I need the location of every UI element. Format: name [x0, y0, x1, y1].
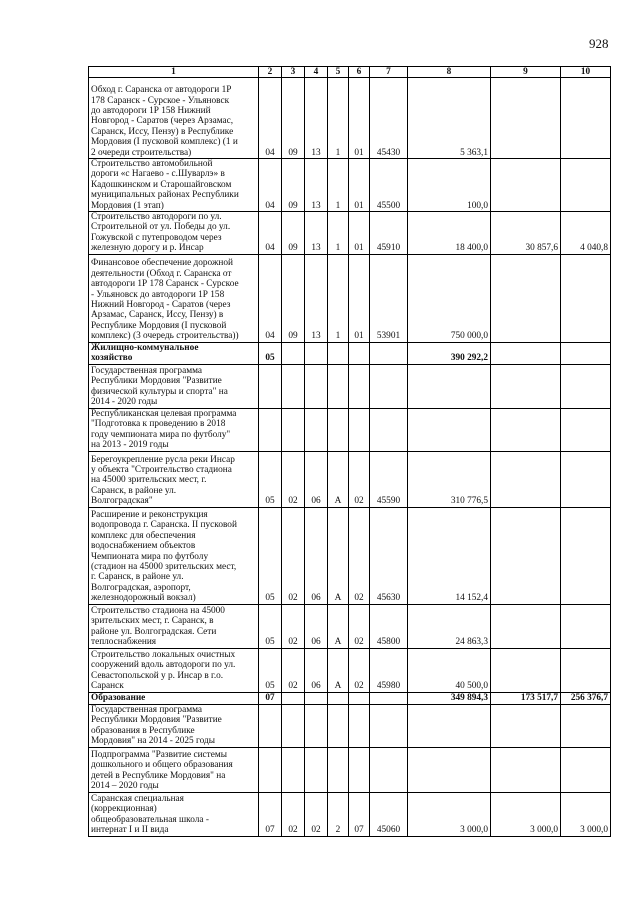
cell-col-2: 04 — [259, 159, 282, 212]
cell-col-7: 45590 — [370, 451, 408, 507]
row-name-cell — [89, 747, 259, 792]
cell-col-10: 3 000,0 — [561, 792, 611, 836]
cell-col-4 — [305, 692, 328, 704]
cell-col-9: 173 517,7 — [491, 692, 561, 704]
cell-col-6 — [349, 364, 370, 408]
cell-col-4: 13 — [305, 78, 328, 159]
cell-col-3 — [282, 342, 305, 364]
cell-col-6: 01 — [349, 254, 370, 342]
cell-col-9 — [491, 747, 561, 792]
row-name: Берегоукрепление русла реки Инсар у объекта "Строительство стадиона на 45000 зрительских мест, г. Саранск, в районе ул. Волгоградская" — [91, 454, 235, 507]
cell-col-8: 349 894,3 — [408, 692, 491, 704]
table-row — [89, 364, 611, 408]
table-row — [89, 78, 611, 159]
cell-col-10: 4 040,8 — [561, 212, 611, 255]
cell-col-9 — [491, 408, 561, 451]
cell-col-3: 09 — [282, 212, 305, 255]
cell-col-7 — [370, 408, 408, 451]
row-name: Строительство автодороги по ул. Строительной от ул. Победы до ул. Гожувской с путепроводом через железную дорогу и р. Инсар — [91, 212, 231, 254]
cell-col-6 — [349, 692, 370, 704]
cell-col-7 — [370, 747, 408, 792]
table-row — [89, 451, 611, 507]
column-header-5: 5 — [328, 67, 349, 78]
cell-col-6 — [349, 747, 370, 792]
cell-col-2: 05 — [259, 604, 282, 648]
cell-col-9 — [491, 704, 561, 747]
cell-col-2 — [259, 747, 282, 792]
cell-col-2: 07 — [259, 792, 282, 836]
cell-col-7: 45500 — [370, 159, 408, 212]
cell-col-10 — [561, 507, 611, 604]
cell-col-9 — [491, 254, 561, 342]
cell-col-2: 07 — [259, 692, 282, 704]
cell-col-8: 100,0 — [408, 159, 491, 212]
cell-col-5 — [328, 364, 349, 408]
cell-col-5: 1 — [328, 159, 349, 212]
cell-col-9 — [491, 451, 561, 507]
table-row — [89, 704, 611, 747]
cell-col-10 — [561, 451, 611, 507]
cell-col-4 — [305, 704, 328, 747]
cell-col-3 — [282, 704, 305, 747]
cell-col-9 — [491, 364, 561, 408]
cell-col-7: 45800 — [370, 604, 408, 648]
cell-col-5: 1 — [328, 254, 349, 342]
page-number: 928 — [589, 36, 609, 51]
cell-col-6: 02 — [349, 507, 370, 604]
cell-col-10 — [561, 364, 611, 408]
cell-col-6 — [349, 342, 370, 364]
cell-col-10 — [561, 648, 611, 692]
cell-col-2: 04 — [259, 254, 282, 342]
cell-col-8: 24 863,3 — [408, 604, 491, 648]
cell-col-8: 18 400,0 — [408, 212, 491, 255]
row-name: Государственная программа Республики Мордовия "Развитие образования в Республике Мордовия" на 2014 - 2025 годы — [91, 705, 222, 747]
column-header-3: 3 — [282, 67, 305, 78]
row-name: Жилищно-коммунальное хозяйство — [91, 342, 199, 364]
row-name-cell — [89, 159, 259, 212]
table-row — [89, 604, 611, 648]
cell-col-6: 07 — [349, 792, 370, 836]
cell-col-3: 02 — [282, 792, 305, 836]
cell-col-9 — [491, 342, 561, 364]
row-name: Расширение и реконструкция водопровода г. Саранска. II пусковой комплекс для обеспечения водоснабжением объектов Чемпионата мира по футболу (стадион на 45000 зрительских мест, г. Саранск, в районе ул. Волгоградская, аэропорт, железнодорожный вокзал) — [91, 510, 237, 604]
cell-col-4 — [305, 408, 328, 451]
cell-col-5: A — [328, 507, 349, 604]
row-name: Строительство стадиона на 45000 зрительских мест, г. Саранск, в районе ул. Волгоградская. Сети теплоснабжения — [91, 606, 225, 648]
cell-col-3: 09 — [282, 78, 305, 159]
cell-col-4: 06 — [305, 648, 328, 692]
cell-col-6: 02 — [349, 451, 370, 507]
cell-col-2: 05 — [259, 648, 282, 692]
row-name: Строительство автомобильной дороги «с Нагаево - с.Шуварлэ» в Кадошкинском и Старошайговском муниципальных районах Республики Мордовия (1 этап) — [91, 159, 239, 211]
cell-col-8: 3 000,0 — [408, 792, 491, 836]
row-name-cell — [89, 78, 259, 159]
column-header-4: 4 — [305, 67, 328, 78]
cell-col-9 — [491, 507, 561, 604]
row-name: Саранская специальная (коррекционная) общеобразовательная школа - интернат I и II вида — [91, 794, 209, 836]
row-name: Финансовое обеспечение дорожной деятельности (Обход г. Саранска от автодороги 1Р 178 Саранск - Сурское - Ульяновск до автодороги 1Р 158 Нижний Новгород - Саратов (через Арзамас, Саранск, Иссу, Пензу) в Республике Мордовия (I пусковой комплекс) (3 очередь строительства)) — [91, 258, 239, 342]
cell-col-10 — [561, 342, 611, 364]
cell-col-6: 02 — [349, 604, 370, 648]
cell-col-7 — [370, 704, 408, 747]
cell-col-8 — [408, 747, 491, 792]
row-name: Подпрограмма "Развитие системы дошкольного и общего образования детей в Республике Мордовия" на 2014 – 2020 годы — [91, 750, 233, 792]
table-row — [89, 747, 611, 792]
cell-col-9: 30 857,6 — [491, 212, 561, 255]
cell-col-7: 45060 — [370, 792, 408, 836]
cell-col-3: 02 — [282, 451, 305, 507]
cell-col-8 — [408, 408, 491, 451]
cell-col-4: 06 — [305, 507, 328, 604]
cell-col-2: 05 — [259, 342, 282, 364]
row-name-cell — [89, 692, 259, 704]
cell-col-4 — [305, 747, 328, 792]
column-header-9: 9 — [491, 67, 561, 78]
cell-col-9 — [491, 648, 561, 692]
cell-col-3: 09 — [282, 159, 305, 212]
row-name-cell — [89, 792, 259, 836]
row-name: Государственная программа Республики Мордовия "Развитие физической культуры и спорта" на 2014 - 2020 годы — [91, 366, 228, 408]
cell-col-5 — [328, 692, 349, 704]
cell-col-8 — [408, 704, 491, 747]
cell-col-6: 01 — [349, 212, 370, 255]
cell-col-5: A — [328, 604, 349, 648]
cell-col-3 — [282, 364, 305, 408]
cell-col-2: 05 — [259, 451, 282, 507]
table-row — [89, 159, 611, 212]
cell-col-10: 256 376,7 — [561, 692, 611, 704]
cell-col-9: 3 000,0 — [491, 792, 561, 836]
row-name-cell — [89, 648, 259, 692]
cell-col-3 — [282, 692, 305, 704]
row-name: Обход г. Саранска от автодороги 1Р 178 Саранск - Сурское - Ульяновск до автодороги 1Р 158 Нижний Новгород - Саратов (через Арзамас, Саранск, Иссу, Пензу) в Республике Мордовия (I пусковой комплекс) (1 и 2 очереди строительства) — [91, 85, 238, 158]
cell-col-7: 45630 — [370, 507, 408, 604]
column-header-1: 1 — [89, 67, 259, 78]
cell-col-5: 1 — [328, 78, 349, 159]
table-row — [89, 212, 611, 255]
header-row — [89, 67, 611, 78]
row-name-cell — [89, 604, 259, 648]
cell-col-6: 02 — [349, 648, 370, 692]
row-name-cell — [89, 704, 259, 747]
cell-col-4: 13 — [305, 159, 328, 212]
cell-col-3 — [282, 408, 305, 451]
cell-col-5 — [328, 747, 349, 792]
cell-col-4: 13 — [305, 254, 328, 342]
row-name-cell — [89, 212, 259, 255]
table-row — [89, 692, 611, 704]
cell-col-3: 09 — [282, 254, 305, 342]
cell-col-7 — [370, 342, 408, 364]
table-row — [89, 408, 611, 451]
cell-col-8 — [408, 364, 491, 408]
cell-col-7: 45910 — [370, 212, 408, 255]
table-row — [89, 342, 611, 364]
cell-col-6 — [349, 704, 370, 747]
cell-col-10 — [561, 78, 611, 159]
cell-col-4: 06 — [305, 604, 328, 648]
row-name-cell — [89, 342, 259, 364]
cell-col-5 — [328, 408, 349, 451]
table-row — [89, 648, 611, 692]
cell-col-5: 1 — [328, 212, 349, 255]
cell-col-7: 53901 — [370, 254, 408, 342]
column-header-7: 7 — [370, 67, 408, 78]
cell-col-9 — [491, 78, 561, 159]
cell-col-6: 01 — [349, 159, 370, 212]
cell-col-10 — [561, 254, 611, 342]
cell-col-5 — [328, 704, 349, 747]
cell-col-7: 45430 — [370, 78, 408, 159]
cell-col-2 — [259, 704, 282, 747]
cell-col-10 — [561, 747, 611, 792]
cell-col-5 — [328, 342, 349, 364]
cell-col-5: A — [328, 648, 349, 692]
cell-col-8: 310 776,5 — [408, 451, 491, 507]
cell-col-9 — [491, 604, 561, 648]
row-name: Образование — [91, 693, 146, 704]
table-row — [89, 507, 611, 604]
cell-col-2: 04 — [259, 78, 282, 159]
cell-col-4: 13 — [305, 212, 328, 255]
cell-col-10 — [561, 159, 611, 212]
cell-col-9 — [491, 159, 561, 212]
row-name-cell — [89, 364, 259, 408]
cell-col-4: 06 — [305, 451, 328, 507]
row-name-cell — [89, 254, 259, 342]
column-header-6: 6 — [349, 67, 370, 78]
cell-col-10 — [561, 408, 611, 451]
cell-col-3: 02 — [282, 507, 305, 604]
cell-col-8: 14 152,4 — [408, 507, 491, 604]
cell-col-8: 40 500,0 — [408, 648, 491, 692]
cell-col-8: 5 363,1 — [408, 78, 491, 159]
cell-col-10 — [561, 704, 611, 747]
cell-col-5: A — [328, 451, 349, 507]
row-name-cell — [89, 507, 259, 604]
cell-col-2: 04 — [259, 212, 282, 255]
budget-table — [88, 66, 611, 837]
cell-col-4 — [305, 364, 328, 408]
cell-col-10 — [561, 604, 611, 648]
cell-col-7 — [370, 364, 408, 408]
cell-col-3: 02 — [282, 648, 305, 692]
cell-col-2: 05 — [259, 507, 282, 604]
cell-col-4 — [305, 342, 328, 364]
cell-col-6: 01 — [349, 78, 370, 159]
cell-col-7: 45980 — [370, 648, 408, 692]
cell-col-2 — [259, 408, 282, 451]
cell-col-3: 02 — [282, 604, 305, 648]
cell-col-7 — [370, 692, 408, 704]
row-name: Республиканская целевая программа "Подготовка к проведению в 2018 году чемпионата мира по футболу" на 2013 - 2019 годы — [91, 409, 237, 451]
cell-col-2 — [259, 364, 282, 408]
column-header-2: 2 — [259, 67, 282, 78]
column-header-8: 8 — [408, 67, 491, 78]
row-name-cell — [89, 408, 259, 451]
table-row — [89, 792, 611, 836]
cell-col-6 — [349, 408, 370, 451]
cell-col-5: 2 — [328, 792, 349, 836]
row-name-cell — [89, 451, 259, 507]
table-row — [89, 254, 611, 342]
table-body — [89, 78, 611, 837]
cell-col-8: 750 000,0 — [408, 254, 491, 342]
cell-col-8: 390 292,2 — [408, 342, 491, 364]
column-header-10: 10 — [561, 67, 611, 78]
row-name: Строительство локальных очистных сооружений вдоль автодороги по ул. Севастопольской у р. Инсар в г.о. Саранск — [91, 650, 236, 692]
cell-col-3 — [282, 747, 305, 792]
cell-col-4: 02 — [305, 792, 328, 836]
